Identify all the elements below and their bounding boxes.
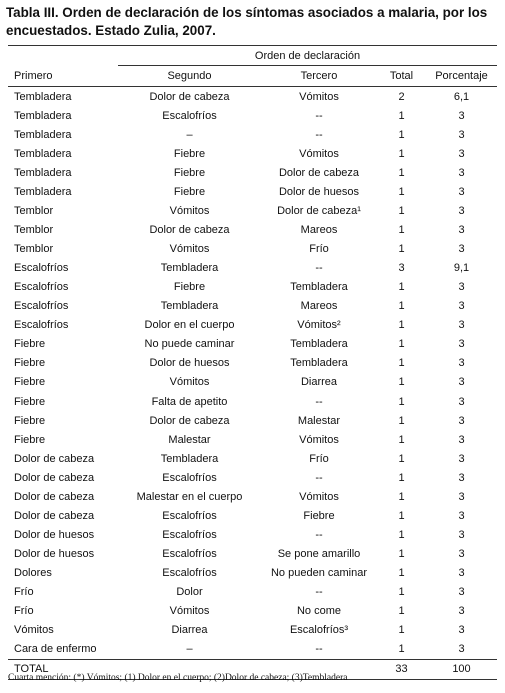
table-row xyxy=(8,621,497,640)
table-cell: 3 xyxy=(458,281,465,294)
table-cell: Vómitos xyxy=(169,605,210,618)
table-cell: -- xyxy=(315,528,323,541)
table-cell: 1 xyxy=(398,414,405,427)
symptom-order-table xyxy=(8,45,497,680)
table-cell: 1 xyxy=(398,528,405,541)
table-cell: 3 xyxy=(458,586,465,599)
table-cell: 9,1 xyxy=(453,262,470,275)
table-cell: Tembladera xyxy=(14,128,72,141)
table-row xyxy=(8,144,497,163)
table-cell: Tembladera xyxy=(160,452,219,465)
table-row xyxy=(8,411,497,430)
table-row xyxy=(8,182,497,201)
table-cell: Fiebre xyxy=(14,414,46,427)
table-row xyxy=(8,640,497,660)
table-cell: 1 xyxy=(398,548,405,561)
table-cell: Vómitos² xyxy=(297,319,341,332)
table-cell: 3 xyxy=(458,548,465,561)
table-cell: 3 xyxy=(458,319,465,332)
table-cell: 1 xyxy=(398,147,405,160)
column-header: Porcentaje xyxy=(426,66,497,87)
table-row xyxy=(8,525,497,544)
table-cell: Vómitos xyxy=(169,204,210,217)
column-header: Tercero xyxy=(261,66,377,87)
table-cell: 3 xyxy=(458,185,465,198)
table-cell: Vómitos xyxy=(169,243,210,256)
table-cell: 1 xyxy=(398,300,405,313)
table-cell: Dolor xyxy=(176,586,203,599)
table-cell: No come xyxy=(296,605,342,618)
table-cell: 1 xyxy=(398,490,405,503)
table-cell: Cara de enfermo xyxy=(14,643,97,656)
footnote: Cuarta mención: (*) Vómitos; (1) Dolor en el cuerpo; (2)Dolor de cabeza; (3)Tembladera xyxy=(8,673,348,683)
table-cell: Frío xyxy=(309,243,329,256)
table-row xyxy=(8,449,497,468)
table-row xyxy=(8,430,497,449)
table-cell: -- xyxy=(315,395,323,408)
table-row xyxy=(8,87,497,107)
table-title: Tabla III. Orden de declaración de los síntomas asociados a malaria, por los encuestados. Estado Zulia, 2007. xyxy=(6,5,488,38)
table-cell: Vómitos xyxy=(14,624,54,637)
table-cell: -- xyxy=(315,586,323,599)
table-cell: Dolor de cabeza xyxy=(149,223,230,236)
table-cell: 1 xyxy=(398,128,405,141)
table-cell: No pueden caminar xyxy=(270,567,367,580)
table-row xyxy=(8,392,497,411)
table-cell: 6,1 xyxy=(453,90,470,103)
table-cell: 1 xyxy=(398,624,405,637)
column-header: Total xyxy=(377,66,426,87)
table-row xyxy=(8,220,497,239)
group-header-row xyxy=(8,46,497,66)
column-header: Primero xyxy=(8,66,118,87)
table-cell: Temblor xyxy=(14,243,54,256)
table-cell: Fiebre xyxy=(173,147,206,160)
table-cell: Fiebre xyxy=(14,376,46,389)
table-cell: Escalofríos xyxy=(162,471,217,484)
table-cell: Fiebre xyxy=(14,357,46,370)
table-cell: -- xyxy=(315,262,323,275)
table-cell: Dolor de cabeza xyxy=(14,490,95,503)
table-cell: Falta de apetito xyxy=(151,395,228,408)
table-cell: Mareos xyxy=(300,300,338,313)
table-cell: 3 xyxy=(458,395,465,408)
table-cell: 3 xyxy=(458,300,465,313)
table-cell: Dolor de cabeza xyxy=(149,90,230,103)
table-row xyxy=(8,506,497,525)
table-cell: Escalofríos xyxy=(162,528,217,541)
table-cell: 1 xyxy=(398,185,405,198)
table-cell: Dolor de cabeza xyxy=(278,166,360,179)
table-cell: -- xyxy=(315,471,323,484)
table-cell: Malestar xyxy=(168,433,211,446)
table-cell: Dolor de huesos xyxy=(149,357,230,370)
table-cell: Frío xyxy=(309,452,329,465)
table-row xyxy=(8,125,497,144)
table-cell: Frío xyxy=(14,605,34,618)
table-cell: 1 xyxy=(398,376,405,389)
table-cell: Tembladera xyxy=(14,147,72,160)
table-cell: 3 xyxy=(458,166,465,179)
table-cell: Fiebre xyxy=(14,395,46,408)
table-cell: 3 xyxy=(458,243,465,256)
table-cell: -- xyxy=(315,643,323,656)
table-cell: 3 xyxy=(458,605,465,618)
total-cell: TOTAL xyxy=(8,659,118,679)
table-cell: Vómitos xyxy=(299,490,339,503)
table-cell: Escalofríos xyxy=(162,548,217,561)
table-cell: 1 xyxy=(398,281,405,294)
table-cell: No puede caminar xyxy=(144,338,235,351)
table-cell: 3 xyxy=(458,624,465,637)
table-cell: Dolor de cabeza xyxy=(149,414,230,427)
table-cell: 1 xyxy=(398,586,405,599)
table-row xyxy=(8,583,497,602)
table-row xyxy=(8,297,497,316)
table-cell: Tembladera xyxy=(14,185,72,198)
table-cell: Fiebre xyxy=(173,166,206,179)
table-cell: Dolor de cabeza¹ xyxy=(277,204,361,217)
table-cell: 1 xyxy=(398,319,405,332)
table-cell: 1 xyxy=(398,204,405,217)
table-cell: Escalofríos xyxy=(14,262,69,275)
table-cell: 3 xyxy=(458,204,465,217)
table-cell: Escalofríos xyxy=(14,300,69,313)
table-row xyxy=(8,487,497,506)
table-cell: Escalofríos xyxy=(162,109,217,122)
table-cell: 3 xyxy=(458,452,465,465)
table-cell: Dolor de huesos xyxy=(14,548,95,561)
table-row xyxy=(8,564,497,583)
table-cell: 3 xyxy=(458,376,465,389)
table-cell: 1 xyxy=(398,395,405,408)
table-cell: Se pone amarillo xyxy=(277,548,361,561)
table-cell: 3 xyxy=(458,109,465,122)
table-cell: 3 xyxy=(458,128,465,141)
table-cell: 1 xyxy=(398,605,405,618)
table-cell: 1 xyxy=(398,338,405,351)
table-cell: Escalofríos xyxy=(14,281,69,294)
table-cell: Escalofríos³ xyxy=(289,624,349,637)
table-cell: Vómitos xyxy=(299,90,339,103)
table-cell: 3 xyxy=(458,414,465,427)
table-cell: – xyxy=(186,643,193,656)
table-cell: 1 xyxy=(398,243,405,256)
table-cell: – xyxy=(186,128,193,141)
table-cell: 1 xyxy=(398,471,405,484)
table-cell: 1 xyxy=(398,643,405,656)
table-cell: 2 xyxy=(398,90,405,103)
table-cell: Fiebre xyxy=(14,433,46,446)
table-cell: 3 xyxy=(458,471,465,484)
table-cell: Vómitos xyxy=(299,147,339,160)
table-cell: Temblor xyxy=(14,223,54,236)
table-row xyxy=(8,278,497,297)
table-cell: -- xyxy=(315,128,323,141)
group-header: Orden de declaración xyxy=(118,46,497,66)
table-cell: 3 xyxy=(398,262,405,275)
table-row xyxy=(8,468,497,487)
table-cell: Tembladera xyxy=(160,262,219,275)
table-cell: Tembladera xyxy=(160,300,219,313)
table-cell: 3 xyxy=(458,490,465,503)
table-cell: 3 xyxy=(458,223,465,236)
table-cell: 1 xyxy=(398,357,405,370)
table-cell: Temblor xyxy=(14,204,54,217)
table-cell: 3 xyxy=(458,147,465,160)
table-cell: Escalofríos xyxy=(162,509,217,522)
table-row xyxy=(8,373,497,392)
table-cell: Vómitos xyxy=(299,433,339,446)
table-cell: Fiebre xyxy=(173,185,206,198)
table-cell: 3 xyxy=(458,509,465,522)
table-cell: Malestar en el cuerpo xyxy=(136,490,243,503)
table-cell: Vómitos xyxy=(169,376,210,389)
table-cell: Tembladera xyxy=(14,90,72,103)
table-cell: 1 xyxy=(398,509,405,522)
table-cell: Dolor de cabeza xyxy=(14,509,95,522)
table-cell: 3 xyxy=(458,567,465,580)
column-header-row xyxy=(8,66,497,87)
table-cell: -- xyxy=(315,109,323,122)
table-cell: 3 xyxy=(458,433,465,446)
table-cell: Malestar xyxy=(297,414,341,427)
table-row xyxy=(8,201,497,220)
table-cell: 3 xyxy=(458,643,465,656)
table-cell: 1 xyxy=(398,567,405,580)
table-row xyxy=(8,259,497,278)
table-cell: Tembladera xyxy=(14,166,72,179)
table-row xyxy=(8,163,497,182)
table-cell: 1 xyxy=(398,109,405,122)
table-row xyxy=(8,354,497,373)
table-cell: 1 xyxy=(398,452,405,465)
table-cell: 3 xyxy=(458,338,465,351)
table-cell: Diarrea xyxy=(300,376,338,389)
table-cell: Fiebre xyxy=(303,509,335,522)
table-cell: 1 xyxy=(398,433,405,446)
table-cell: 3 xyxy=(458,357,465,370)
table-row xyxy=(8,335,497,354)
table-cell: Fiebre xyxy=(14,338,46,351)
table-cell: Tembladera xyxy=(290,357,348,370)
table-cell: Dolor de cabeza xyxy=(14,452,95,465)
table-cell: Tembladera xyxy=(290,338,348,351)
total-cell: 33 xyxy=(377,659,426,679)
table-cell: Frío xyxy=(14,586,34,599)
table-cell: Diarrea xyxy=(171,624,208,637)
table-row xyxy=(8,106,497,125)
table-cell: Dolor en el cuerpo xyxy=(144,319,235,332)
table-cell: Dolores xyxy=(14,567,52,580)
table-cell: Mareos xyxy=(300,223,338,236)
table-cell: Escalofríos xyxy=(14,319,69,332)
table-row xyxy=(8,316,497,335)
table-row xyxy=(8,240,497,259)
table-cell: Tembladera xyxy=(290,281,348,294)
table-cell: 3 xyxy=(458,528,465,541)
table-cell: Dolor de cabeza xyxy=(14,471,95,484)
column-header: Segundo xyxy=(118,66,261,87)
table-cell: 1 xyxy=(398,166,405,179)
table-cell: Dolor de huesos xyxy=(278,185,360,198)
table-cell: Tembladera xyxy=(14,109,72,122)
table-cell: 1 xyxy=(398,223,405,236)
table-cell: Escalofríos xyxy=(162,567,217,580)
table-row xyxy=(8,545,497,564)
total-cell: 100 xyxy=(426,659,497,679)
table-row xyxy=(8,602,497,621)
table-cell: Fiebre xyxy=(173,281,206,294)
table-cell: Dolor de huesos xyxy=(14,528,95,541)
